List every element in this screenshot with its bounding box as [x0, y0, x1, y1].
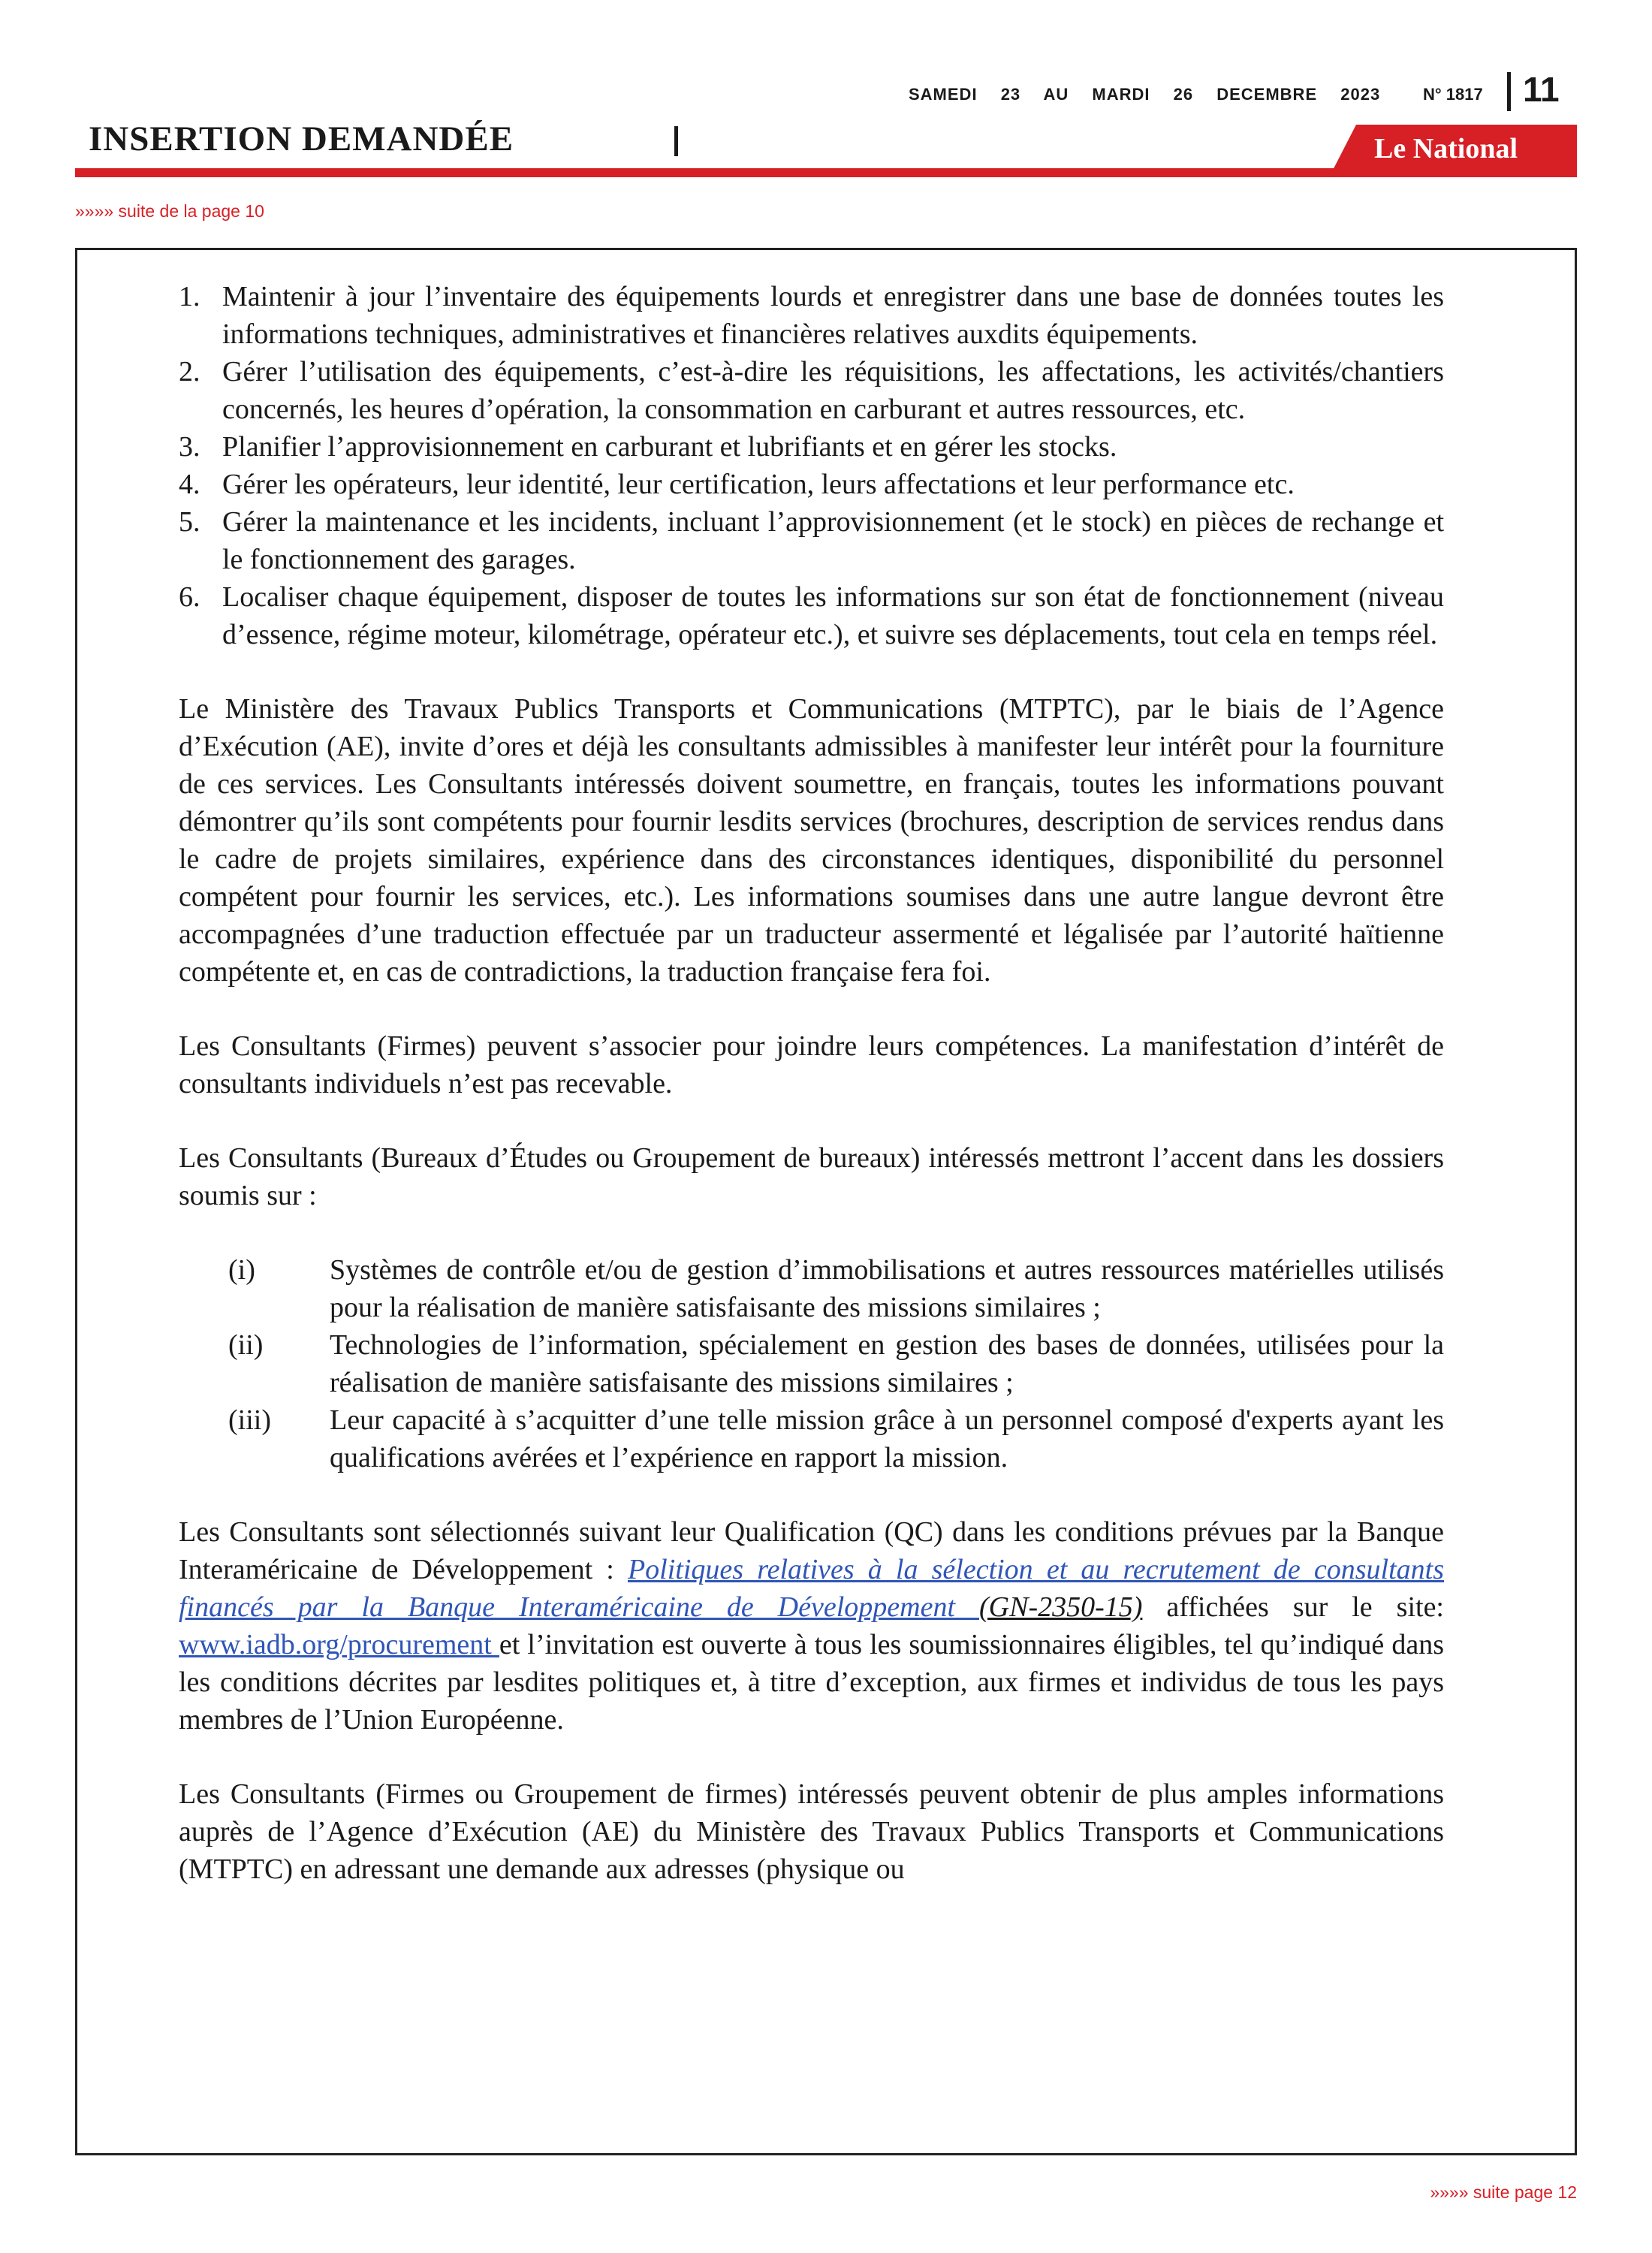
contact-paragraph: Les Consultants (Firmes ou Groupement de firmes) intéressés peuvent obtenir de plus amples informations auprès de l’Agence d’Exécution (AE) du Ministère des Travaux Publics Transports et Communications (MTPTC) en adressant une demande aux adresses (physique ou [179, 1778, 1444, 1885]
date-year: 2023 [1340, 85, 1381, 104]
item-text: Systèmes de contrôle et/ou de gestion d’immobilisations et autres ressources matérielles utilisés pour la réalisation de manière satisfaisante des missions similaires ; [330, 1254, 1444, 1323]
list-item [179, 1251, 1444, 1326]
iadb-procurement-link[interactable]: www.iadb.org/procurement [179, 1629, 499, 1660]
selection-text: Les Consultants sont sélectionnés suivant leur Qualification (QC) dans les conditions prévues par la Banque Interaméricaine de Développement : [179, 1516, 1444, 1585]
list-item [77, 466, 1444, 503]
item-text: Gérer la maintenance et les incidents, incluant l’approvisionnement (et le stock) en pièces de rechange et le fonctionnement des garages. [222, 506, 1444, 575]
item-text: Gérer l’utilisation des équipements, c’est-à-dire les réquisitions, les affectations, les activités/chantiers concernés, les heures d’opération, la consommation en carburant et autres ressources, etc. [222, 356, 1444, 425]
item-number: 1. [179, 281, 200, 312]
item-number: (i) [228, 1254, 255, 1286]
title-divider [674, 126, 678, 156]
association-paragraph: Les Consultants (Firmes) peuvent s’associer pour joindre leurs compétences. La manifestation d’intérêt de consultants individuels n’est pas recevable. [179, 1030, 1444, 1099]
date-au: AU [1043, 85, 1069, 104]
list-item [179, 1401, 1444, 1476]
notice-body [179, 278, 1444, 1888]
selection-text: affichées sur le site: [1142, 1591, 1444, 1623]
item-text: Leur capacité à s’acquitter d’une telle mission grâce à un personnel composé d'experts ayant les qualifications avérées et l’expérience en rapport la mission. [330, 1404, 1444, 1473]
invitation-paragraph: Le Ministère des Travaux Publics Transports et Communications (MTPTC), par le biais de l’Agence d’Exécution (AE), invite d’ores et déjà les consultants admissibles à manifester leur intérêt pour la fourniture de ces services. Les Consultants intéressés doivent soumettre, en français, toutes les informations pouvant démontrer qu’ils sont compétents pour fournir lesdits services (brochures, description de services rendus dans le cadre de projets similaires, expérience dans des circonstances identiques, disponibilité du personnel compétent pour fournir les services, etc.). Les informations soumises dans une autre langue devront être accompagnées d’une traduction effectuée par un traducteur assermenté et légalisée par l’autorité haïtienne compétente et, en cas de contradictions, la traduction française fera foi. [179, 693, 1444, 988]
continued-from-link[interactable]: »»»» suite de la page 10 [75, 201, 264, 221]
item-number: 2. [179, 356, 200, 388]
item-number: 3. [179, 431, 200, 463]
header-divider [1507, 72, 1511, 111]
item-number: 4. [179, 469, 200, 500]
section-title: INSERTION DEMANDÉE [89, 119, 514, 158]
selection-paragraph [179, 1513, 1444, 1739]
brand-logo: Le National [1374, 133, 1518, 164]
date-month: DECEMBRE [1216, 85, 1318, 104]
policy-code: (GN-2350-15) [979, 1591, 1143, 1623]
list-item [77, 578, 1444, 653]
list-item [77, 353, 1444, 428]
list-item [179, 1326, 1444, 1401]
item-number: (ii) [228, 1329, 264, 1361]
item-number: 6. [179, 581, 200, 613]
policy-link[interactable]: Politiques relatives à la sélection et au recrutement de consultants financés par la Banque Interaméricaine de Développement [179, 1554, 1444, 1623]
item-number: 5. [179, 506, 200, 538]
date-day-start: 23 [1000, 85, 1021, 104]
item-text: Gérer les opérateurs, leur identité, leur certification, leurs affectations et leur performance etc. [222, 469, 1295, 500]
criteria-list [179, 1251, 1444, 1476]
selection-text: et l’invitation est ouverte à tous les soumissionnaires éligibles, tel qu’indiqué dans les conditions décrites par lesdites politiques et, à titre d’exception, aux firmes et individus de tous les pays membres de l’Union Européenne. [179, 1629, 1444, 1736]
issue-number: N° 1817 [1423, 85, 1483, 104]
date-weekday-end: MARDI [1092, 85, 1150, 104]
item-text: Localiser chaque équipement, disposer de toutes les informations sur son état de fonctionnement (niveau d’essence, régime moteur, kilométrage, opérateur etc.), et suivre ses déplacements, tout cela en temps réel. [222, 581, 1444, 650]
list-item [77, 278, 1444, 353]
continued-on-link[interactable]: »»»» suite page 12 [1430, 2182, 1577, 2202]
list-item [77, 503, 1444, 578]
date-day-end: 26 [1173, 85, 1194, 104]
issue-date [909, 85, 1398, 104]
emphasis-paragraph: Les Consultants (Bureaux d’Études ou Groupement de bureaux) intéressés mettront l’accent dans les dossiers soumis sur : [179, 1142, 1444, 1211]
list-item [77, 428, 1444, 466]
task-list [179, 278, 1444, 653]
date-weekday-start: SAMEDI [909, 85, 978, 104]
item-text: Technologies de l’information, spécialement en gestion des bases de données, utilisées pour la réalisation de manière satisfaisante des missions similaires ; [330, 1329, 1444, 1398]
item-text: Maintenir à jour l’inventaire des équipements lourds et enregistrer dans une base de données toutes les informations techniques, administratives et financières relatives auxdits équipements. [222, 281, 1444, 350]
item-number: (iii) [228, 1404, 271, 1436]
item-text: Planifier l’approvisionnement en carburant et lubrifiants et en gérer les stocks. [222, 431, 1117, 463]
page-number: 11 [1523, 70, 1560, 109]
